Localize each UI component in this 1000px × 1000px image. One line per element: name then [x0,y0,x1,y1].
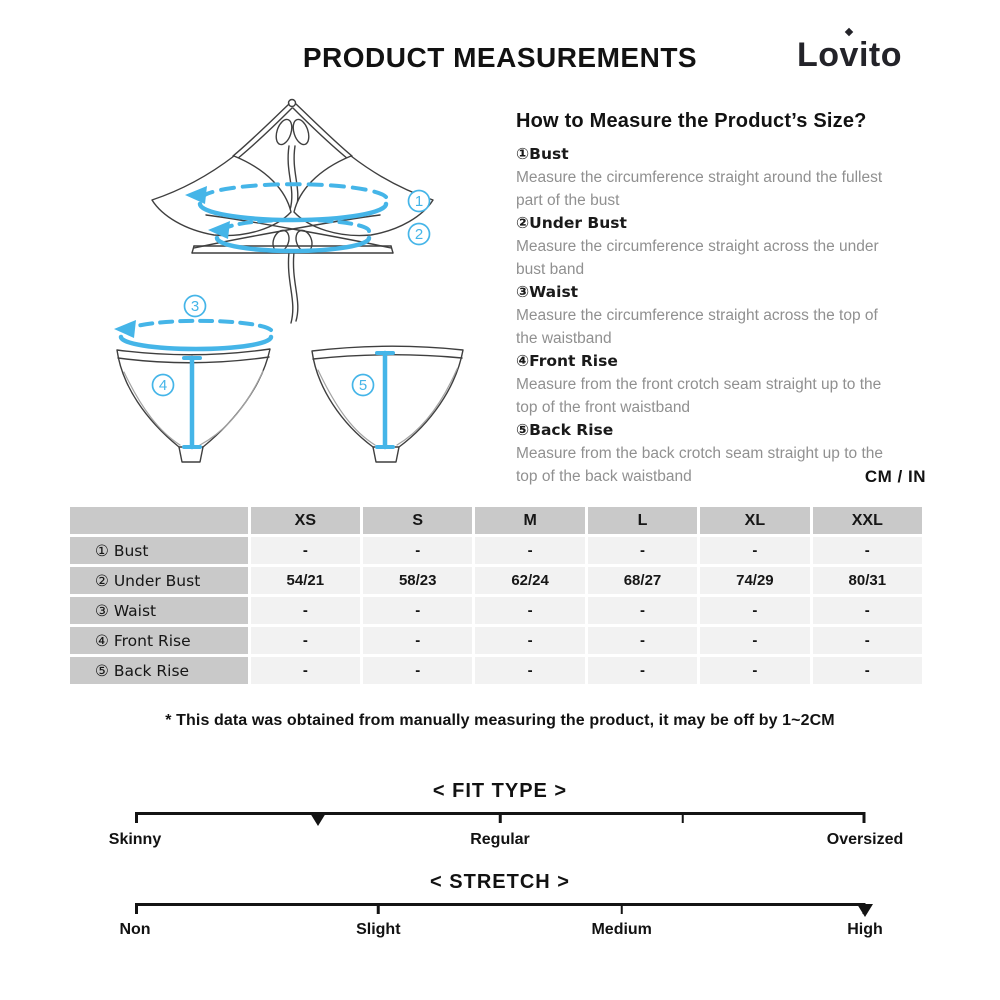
size-table [67,504,925,687]
table-corner-cell [70,507,248,534]
stretch-title: < STRETCH > [430,871,570,893]
instruction-description: Measure the circumference straight across the under bust band [516,238,879,278]
instruction-description: Measure the circumference straight around the fullest part of the bust [516,169,883,209]
cell-value: - [363,657,472,684]
fit-label-skinny: Skinny [108,831,162,848]
stretch-tick-third [377,903,380,914]
fit-tick-end [863,812,866,823]
cell-value: - [588,537,697,564]
fit-tick-middle [499,812,502,823]
svg-text:1: 1 [414,193,424,210]
brand-logo [797,36,902,75]
cell-value: 58/23 [363,567,472,594]
svg-text:2: 2 [414,226,424,243]
cell-value: - [813,657,922,684]
logo-dot-icon [845,28,853,36]
instructions-heading: How to Measure the Product’s Size? [516,110,867,132]
cell-value: - [475,627,584,654]
fit-type-title: < FIT TYPE > [432,780,568,802]
table-row-under-bust [70,567,922,594]
fit-label-oversized: Oversized [826,831,904,848]
cell-value: - [700,657,809,684]
column-header-xs: XS [251,507,360,534]
instruction-label: ③Waist [516,283,579,301]
row-label: ② Under Bust [70,567,248,594]
fit-type-scale [135,812,865,824]
svg-text:4: 4 [158,377,168,394]
svg-text:3: 3 [190,298,200,315]
diagram-marker-2 [409,224,430,245]
stretch-label-non: Non [119,921,151,938]
instruction-item [516,212,888,281]
diagram-marker-4 [153,375,174,396]
row-label: ① Bust [70,537,248,564]
svg-text:5: 5 [358,377,368,394]
logo-text-v: v [839,36,859,74]
fit-label-regular: Regular [470,831,530,848]
table-row-bust [70,537,922,564]
table-row-waist [70,597,922,624]
stretch-tick-twothird [620,903,623,914]
column-header-xl: XL [700,507,809,534]
bottoms-back-drawing [312,346,463,462]
cell-value: - [588,627,697,654]
stretch-marker-icon [857,904,873,917]
cell-value: - [813,627,922,654]
fit-type-labels [108,831,904,851]
instruction-description: Measure from the back crotch seam straight up to the top of the back waistband [516,445,884,485]
cell-value: - [813,597,922,624]
stretch-axis [135,903,865,906]
column-header-xxl: XXL [813,507,922,534]
row-label: ⑤ Back Rise [70,657,248,684]
cell-value: - [363,537,472,564]
cell-value: - [251,627,360,654]
page-title: PRODUCT MEASUREMENTS [302,42,698,73]
fit-tick-start [135,812,138,823]
instruction-label: ②Under Bust [516,214,627,232]
diagram-marker-1 [409,191,430,212]
stretch-label-slight: Slight [356,921,401,938]
cell-value: - [363,597,472,624]
cell-value: - [363,627,472,654]
instruction-description: Measure the circumference straight across the top of the waistband [516,307,878,347]
column-header-l: L [588,507,697,534]
fit-marker-icon [310,813,326,826]
cell-value: - [251,597,360,624]
instruction-item [516,281,888,350]
stretch-tick-start [135,903,138,914]
cell-value: - [475,657,584,684]
stretch-label-medium: Medium [591,921,652,938]
cell-value: - [700,597,809,624]
row-label: ④ Front Rise [70,627,248,654]
product-diagram [90,88,485,483]
instruction-label: ⑤Back Rise [516,421,614,439]
cell-value: - [588,657,697,684]
instruction-item [516,143,888,212]
bikini-top-drawing [152,100,433,324]
cell-value: - [700,627,809,654]
cell-value: 62/24 [475,567,584,594]
column-header-m: M [475,507,584,534]
diagram-marker-5 [353,375,374,396]
cell-value: 74/29 [700,567,809,594]
stretch-label-high: High [847,921,883,938]
cell-value: - [251,537,360,564]
instruction-item [516,350,888,419]
units-label: CM / IN [864,467,926,486]
column-header-s: S [363,507,472,534]
instruction-description: Measure from the front crotch seam straight up to the top of the front waistband [516,376,882,416]
table-row-front-rise [70,627,922,654]
cell-value: 54/21 [251,567,360,594]
cell-value: - [251,657,360,684]
instruction-item [516,419,888,488]
table-row-back-rise [70,657,922,684]
cell-value: - [588,597,697,624]
cell-value: 80/31 [813,567,922,594]
disclaimer-note: * This data was obtained from manually measuring the product, it may be off by 1~2CM [165,712,835,729]
cell-value: - [475,597,584,624]
diagram-marker-3 [185,296,206,317]
logo-text-suffix: ito [858,36,903,74]
logo-text: Lo [797,36,840,74]
instruction-label: ④Front Rise [516,352,618,370]
stretch-scale [135,903,865,915]
cell-value: 68/27 [588,567,697,594]
cell-value: - [813,537,922,564]
measure-instructions [516,110,920,488]
instruction-label: ①Bust [516,145,569,163]
cell-value: - [700,537,809,564]
fit-tick-threequarter [681,812,684,823]
waist-measure-line [114,320,271,349]
table-header-row [70,507,922,534]
cell-value: - [475,537,584,564]
stretch-labels [119,921,883,941]
row-label: ③ Waist [70,597,248,624]
